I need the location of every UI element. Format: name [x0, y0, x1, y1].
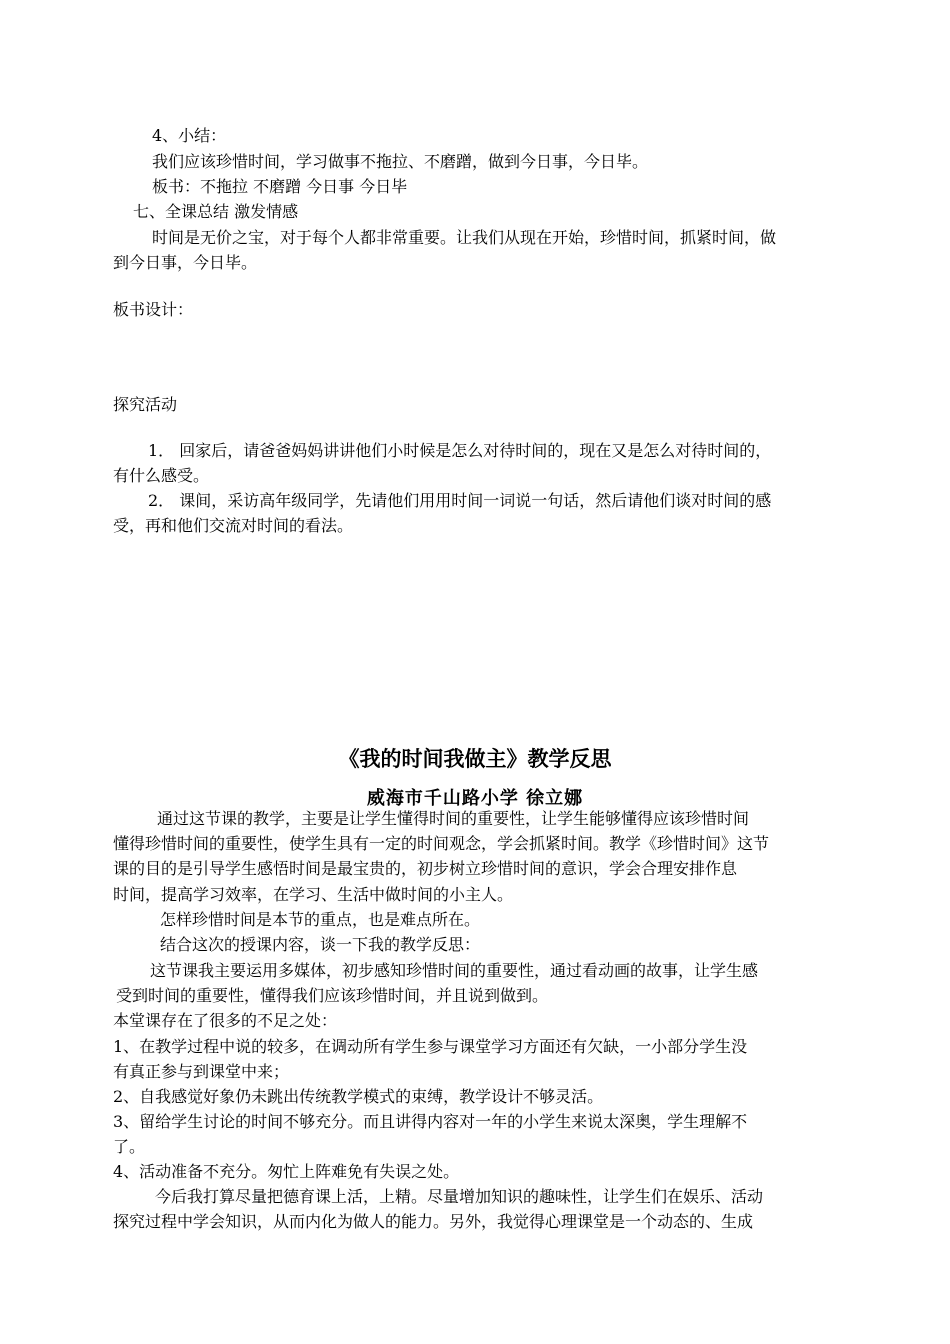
reflection-line: 1、在教学过程中说的较多，在调动所有学生参与课堂学习方面还有欠缺，一小部分学生没 — [113, 1037, 748, 1056]
reflection-line: 3、留给学生讨论的时间不够充分。而且讲得内容对一年的小学生来说太深奥，学生理解不 — [113, 1112, 748, 1131]
summary-text: 我们应该珍惜时间，学习做事不拖拉、不磨蹭，做到今日事，今日毕。 — [152, 152, 649, 171]
reflection-author: 威海市千山路小学 徐立娜 — [366, 788, 584, 809]
reflection-line: 探究过程中学会知识，从而内化为做人的能力。另外，我觉得心理课堂是一个动态的、生成 — [113, 1212, 754, 1231]
inquiry-heading: 探究活动 — [113, 395, 178, 414]
inquiry-item-2-line-1: 2． 课间，采访高年级同学，先请他们用用时间一词说一句话，然后请他们谈对时间的感 — [148, 491, 772, 510]
reflection-line: 课的目的是引导学生感悟时间是最宝贵的，初步树立珍惜时间的意识，学会合理安排作息 — [113, 859, 738, 878]
blackboard-note: 板书：不拖拉 不磨蹭 今日事 今日毕 — [152, 177, 408, 196]
reflection-line: 懂得珍惜时间的重要性，使学生具有一定的时间观念，学会抓紧时间。教学《珍惜时间》这节 — [113, 834, 770, 853]
reflection-line: 时间，提高学习效率，在学习、生活中做时间的小主人。 — [113, 885, 514, 904]
reflection-line: 结合这次的授课内容，谈一下我的教学反思： — [160, 935, 481, 954]
inquiry-item-1-line-1: 1． 回家后，请爸爸妈妈讲讲他们小时候是怎么对待时间的，现在又是怎么对待时间的， — [148, 441, 772, 460]
reflection-line: 这节课我主要运用多媒体，初步感知珍惜时间的重要性，通过看动画的故事，让学生感 — [150, 961, 759, 980]
reflection-line: 怎样珍惜时间是本节的重点，也是难点所在。 — [160, 910, 481, 929]
reflection-line: 有真正参与到课堂中来； — [113, 1062, 290, 1081]
section7-text-line-2: 到今日事，今日毕。 — [113, 253, 258, 272]
section7-text-line-1: 时间是无价之宝，对于每个人都非常重要。让我们从现在开始，珍惜时间，抓紧时间，做 — [152, 228, 777, 247]
reflection-line: 本堂课存在了很多的不足之处： — [113, 1011, 338, 1030]
reflection-line: 受到时间的重要性，懂得我们应该珍惜时间，并且说到做到。 — [116, 986, 549, 1005]
inquiry-item-2-line-2: 受，再和他们交流对时间的看法。 — [113, 516, 354, 535]
section7-heading: 七、全课总结 激发情感 — [133, 202, 299, 221]
reflection-line: 2、自我感觉好象仍未跳出传统教学模式的束缚，教学设计不够灵活。 — [113, 1087, 604, 1106]
reflection-line: 今后我打算尽量把德育课上活，上精。尽量增加知识的趣味性，让学生们在娱乐、活动 — [155, 1187, 764, 1206]
reflection-title: 《我的时间我做主》教学反思 — [338, 746, 612, 771]
reflection-line: 了。 — [113, 1137, 146, 1156]
reflection-line: 通过这节课的教学，主要是让学生懂得时间的重要性，让学生能够懂得应该珍惜时间 — [157, 809, 750, 828]
inquiry-item-1-line-2: 有什么感受。 — [113, 466, 210, 485]
summary-heading: 4、小结： — [152, 126, 227, 145]
board-design-label: 板书设计： — [113, 300, 194, 319]
reflection-line: 4、活动准备不充分。匆忙上阵难免有失误之处。 — [113, 1162, 460, 1181]
